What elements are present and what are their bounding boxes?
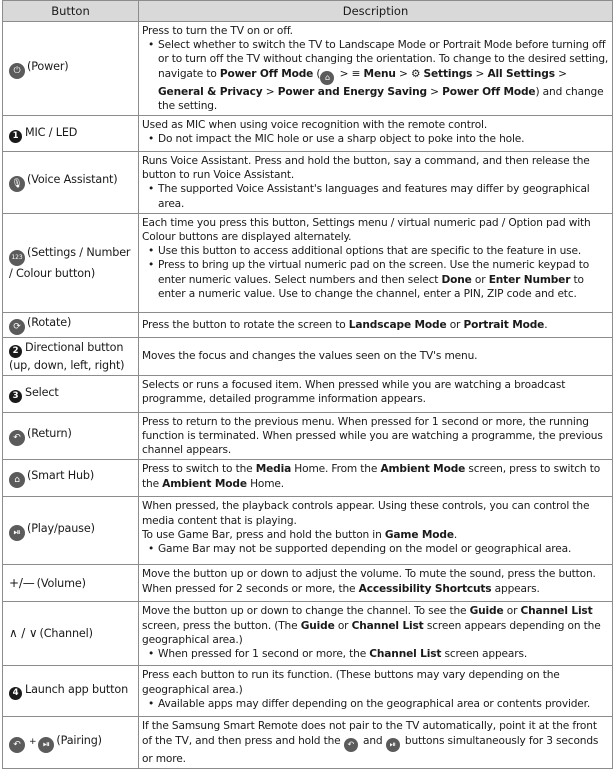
bullet-item: • Game Bar may not be supported depending on the model or geographical area. bbox=[142, 542, 609, 556]
bullet-item: • Use this button to access additional options that are specific to the feature in use. bbox=[142, 244, 609, 258]
description-cell bbox=[139, 717, 613, 768]
description-text: Selects or runs a focused item. When pressed while you are watching a broadcast programme, detailed programme information appears. bbox=[142, 378, 566, 406]
table-row bbox=[3, 116, 613, 152]
button-label: (Voice Assistant) bbox=[27, 173, 118, 187]
menu-icon: ≡ bbox=[351, 67, 361, 80]
table-row bbox=[3, 22, 613, 116]
description-text: If the Samsung Smart Remote does not pair to the TV automatically, point it at the front of the TV, and then press and hold the ↶ and ⏯ buttons simultaneously for 3 seconds or more. bbox=[142, 720, 599, 765]
column-header-button: Button bbox=[3, 1, 139, 22]
button-label: (Play/pause) bbox=[27, 521, 95, 535]
button-label: (Settings / Number / Colour button) bbox=[9, 245, 131, 280]
plus-sign: + bbox=[29, 736, 37, 747]
description-cell bbox=[139, 666, 613, 717]
microphone-icon: 🎙 bbox=[9, 176, 25, 192]
table-row bbox=[3, 717, 613, 768]
button-cell bbox=[3, 312, 139, 337]
button-label: Launch app button bbox=[25, 683, 129, 697]
home-icon: ⌂ bbox=[9, 472, 25, 488]
play-pause-icon: ⏯ bbox=[38, 737, 54, 753]
button-cell bbox=[3, 602, 139, 666]
volume-icon: +/— bbox=[9, 575, 35, 590]
number-1-badge: 1 bbox=[9, 130, 22, 143]
description-text: Press the button to rotate the screen to Landscape Mode or Portrait Mode. bbox=[142, 318, 548, 331]
description-text: Press to return to the previous menu. When pressed for 1 second or more, the running function is terminated. When pressed while you are watching a programme, the previous channel appears. bbox=[142, 415, 603, 457]
play-pause-icon: ⏯ bbox=[386, 738, 400, 752]
description-cell bbox=[139, 116, 613, 152]
table-row bbox=[3, 375, 613, 412]
table-row bbox=[3, 602, 613, 666]
channel-icon: ∧ / ∨ bbox=[9, 626, 38, 641]
button-label: Select bbox=[25, 385, 59, 399]
button-cell bbox=[3, 213, 139, 312]
button-cell bbox=[3, 460, 139, 497]
description-text: Move the button up or down to change the channel. To see the Guide or Channel List screen, press the button. (The Guide or Channel List screen appears depending on the geographical area.) bbox=[142, 605, 601, 646]
button-cell bbox=[3, 337, 139, 375]
button-label: (Return) bbox=[27, 427, 72, 441]
table-row bbox=[3, 213, 613, 312]
bullet-item: • The supported Voice Assistant's languages and features may differ by geographical area. bbox=[142, 182, 609, 210]
button-label: MIC / LED bbox=[25, 125, 78, 139]
description-cell bbox=[139, 497, 613, 565]
return-icon: ↶ bbox=[9, 737, 25, 753]
bullet-item: • When pressed for 1 second or more, the Channel List screen appears. bbox=[142, 647, 609, 661]
table-row bbox=[3, 666, 613, 717]
button-cell bbox=[3, 116, 139, 152]
table-row bbox=[3, 565, 613, 602]
column-header-description: Description bbox=[139, 1, 613, 22]
rotate-icon: ⟳ bbox=[9, 319, 25, 335]
button-cell bbox=[3, 497, 139, 565]
description-text: Used as MIC when using voice recognition with the remote control. bbox=[142, 119, 488, 132]
button-cell bbox=[3, 375, 139, 412]
play-pause-icon: ⏯ bbox=[9, 525, 25, 541]
description-text: Each time you press this button, Settings menu / virtual numeric pad / Option pad with Colour buttons are displayed alternately. bbox=[142, 216, 591, 244]
description-cell bbox=[139, 375, 613, 412]
table-row bbox=[3, 412, 613, 460]
number-2-badge: 2 bbox=[9, 345, 22, 358]
table-header-row bbox=[3, 1, 613, 22]
description-text: To use Game Bar, press and hold the button in Game Mode. bbox=[142, 528, 458, 541]
power-icon: ⏻ bbox=[9, 63, 25, 79]
description-cell bbox=[139, 412, 613, 460]
description-cell bbox=[139, 460, 613, 497]
table-row bbox=[3, 312, 613, 337]
button-label: (Smart Hub) bbox=[27, 469, 95, 483]
description-text: Press to switch to the Media Home. From the Ambient Mode screen, press to switch to the Ambient Mode Home. bbox=[142, 463, 601, 490]
gear-icon: ⚙ bbox=[410, 67, 421, 80]
table-row bbox=[3, 337, 613, 375]
description-cell bbox=[139, 152, 613, 214]
settings-number-icon: 123 bbox=[9, 250, 25, 266]
bullet-item: • Do not impact the MIC hole or use a sharp object to poke into the hole. bbox=[142, 132, 609, 146]
description-text: Press to turn the TV on or off. bbox=[142, 25, 293, 37]
button-description-table bbox=[2, 0, 613, 769]
button-cell bbox=[3, 666, 139, 717]
button-label: (Channel) bbox=[39, 627, 93, 641]
button-label: Directional button (up, down, left, right) bbox=[9, 340, 125, 372]
description-cell bbox=[139, 312, 613, 337]
bullet-item: • Press to bring up the virtual numeric pad on the screen. Use the numeric keypad to enter numeric values. Select numbers and then select Done or Enter Number to enter a numeric value. Use to change the channel, enter a PIN, ZIP code and etc. bbox=[142, 258, 609, 301]
number-3-badge: 3 bbox=[9, 390, 22, 403]
home-icon: ⌂ bbox=[320, 71, 334, 85]
button-cell bbox=[3, 412, 139, 460]
button-label: (Rotate) bbox=[27, 315, 72, 329]
description-text: Move the button up or down to adjust the volume. To mute the sound, press the button. When pressed for 2 seconds or more, the Accessibility Shortcuts appears. bbox=[142, 568, 596, 595]
description-cell bbox=[139, 337, 613, 375]
button-label: (Pairing) bbox=[56, 733, 102, 747]
button-label: (Volume) bbox=[36, 576, 86, 590]
description-cell bbox=[139, 602, 613, 666]
number-4-badge: 4 bbox=[9, 687, 22, 700]
description-cell bbox=[139, 565, 613, 602]
bullet-item: • Available apps may differ depending on the geographical area or contents provider. bbox=[142, 697, 609, 711]
button-label: (Power) bbox=[27, 59, 69, 73]
description-text: Moves the focus and changes the values seen on the TV's menu. bbox=[142, 350, 478, 363]
bullet-item: • Select whether to switch the TV to Landscape Mode or Portrait Mode before turning off or to turn off the TV without changing the orientation. To change to the desired setting, navigate to Power Off Mode ( ⌂ > ≡ Menu > ⚙ Settings > All Settings > General & Privacy > Power and Energy Saving > Power Off Mode) and change the setting. bbox=[142, 38, 609, 113]
button-cell bbox=[3, 717, 139, 768]
button-cell bbox=[3, 22, 139, 116]
description-text: Press each button to run its function. (These buttons may vary depending on the geographical area.) bbox=[142, 669, 560, 696]
table-row bbox=[3, 497, 613, 565]
description-cell bbox=[139, 213, 613, 312]
button-cell bbox=[3, 152, 139, 214]
return-icon: ↶ bbox=[9, 430, 25, 446]
description-cell bbox=[139, 22, 613, 116]
table-row bbox=[3, 152, 613, 214]
table-row bbox=[3, 460, 613, 497]
description-text: When pressed, the playback controls appear. Using these controls, you can control the media content that is playing. bbox=[142, 500, 590, 527]
return-icon: ↶ bbox=[344, 738, 358, 752]
button-cell bbox=[3, 565, 139, 602]
description-text: Runs Voice Assistant. Press and hold the button, say a command, and then release the button to run Voice Assistant. bbox=[142, 155, 590, 182]
